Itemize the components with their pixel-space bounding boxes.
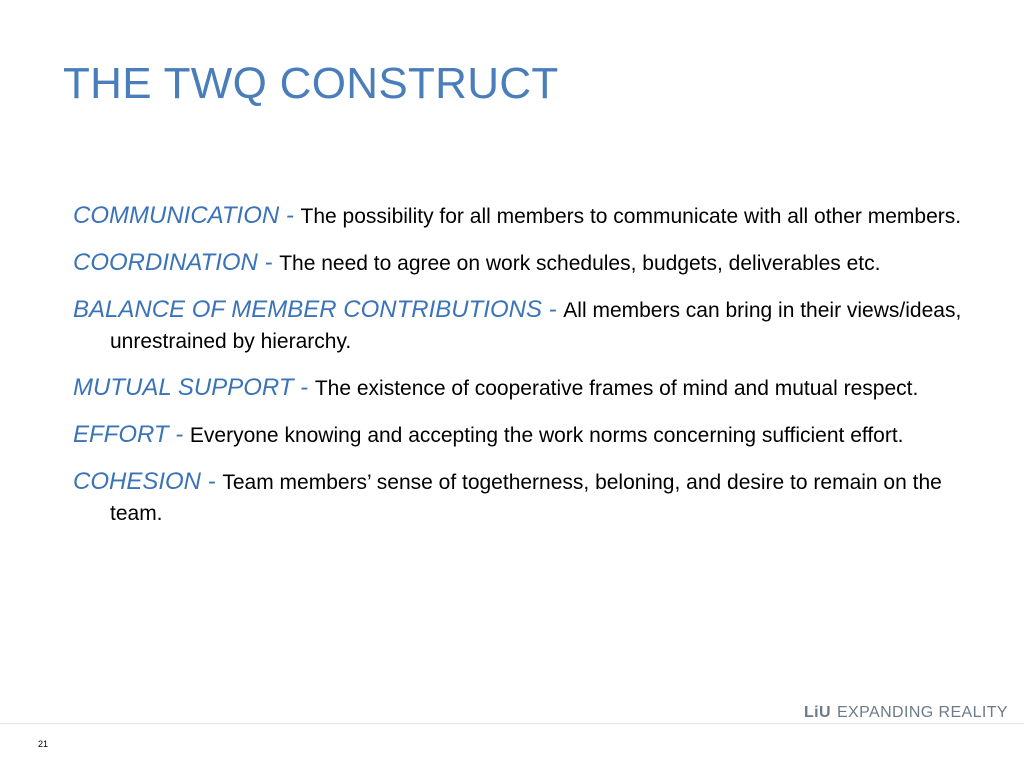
- item-description: All members can bring in their views/ideas, unrestrained by hierarchy.: [110, 299, 962, 353]
- list-item-cohesion: [73, 466, 973, 529]
- item-description: Everyone knowing and accepting the work norms concerning sufficient effort.: [189, 424, 904, 447]
- item-term: MUTUAL SUPPORT -: [73, 374, 315, 401]
- footer-divider: [0, 723, 1024, 724]
- item-description: The existence of cooperative frames of mind and mutual respect.: [314, 377, 919, 400]
- item-term: COMMUNICATION -: [73, 202, 301, 229]
- logo-mark: LiU: [804, 704, 831, 721]
- item-description: Team members’ sense of togetherness, beloning, and desire to remain on the team.: [110, 471, 942, 525]
- list-item-mutual-support: [73, 372, 973, 404]
- slide-title: THE TWQ CONSTRUCT: [63, 59, 559, 108]
- item-description: The need to agree on work schedules, budgets, deliverables etc.: [279, 252, 881, 275]
- logo-text: EXPANDING REALITY: [836, 704, 1008, 721]
- list-item-balance: [73, 294, 973, 357]
- item-description: The possibility for all members to communicate with all other members.: [300, 205, 962, 228]
- construct-list: [73, 200, 973, 544]
- list-item-communication: [73, 200, 973, 232]
- item-term: BALANCE OF MEMBER CONTRIBUTIONS -: [73, 296, 564, 323]
- page-number: 21: [38, 739, 49, 749]
- item-term: COHESION -: [73, 468, 223, 495]
- list-item-effort: [73, 419, 973, 451]
- item-term: EFFORT -: [73, 421, 190, 448]
- list-item-coordination: [73, 247, 973, 279]
- liu-logo: [804, 704, 1008, 722]
- item-term: COORDINATION -: [73, 249, 280, 276]
